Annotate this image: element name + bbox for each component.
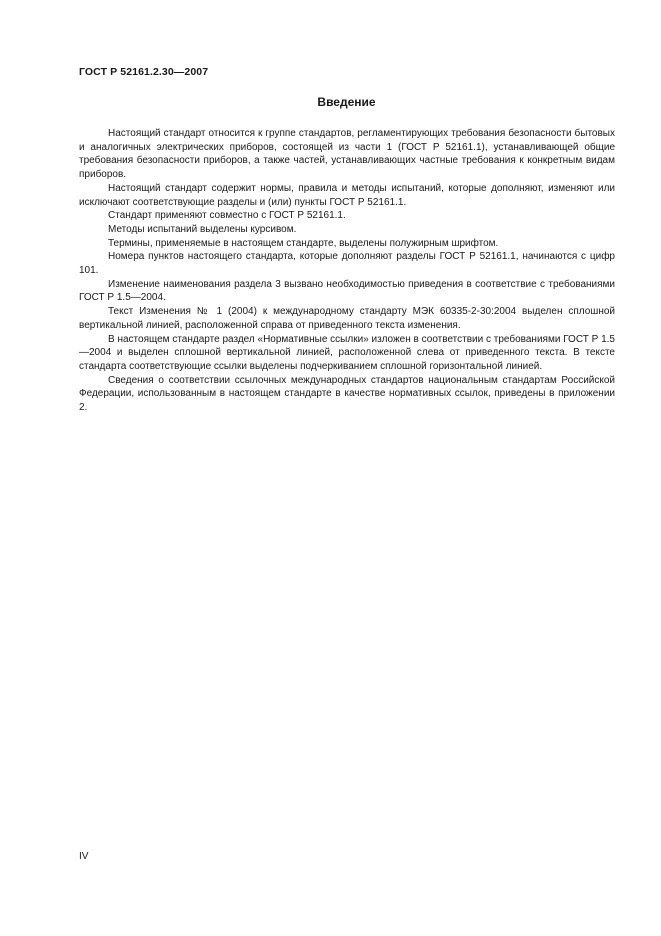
- paragraph: Стандарт применяют совместно с ГОСТ Р 52161.1.: [108, 210, 346, 222]
- paragraph: Сведения о соответствии ссылочных международных стандартов национальным стандартам Российской Федерации, использованным в настоящем стандарте в качестве нормативных ссылок, приведены в приложении 2.: [79, 374, 615, 414]
- introduction-body: [79, 127, 615, 415]
- page-number: IV: [79, 851, 89, 862]
- paragraph: Номера пунктов настоящего стандарта, которые дополняют разделы ГОСТ Р 52161.1, начинаются с цифр 101.: [79, 251, 615, 277]
- document-header: ГОСТ Р 52161.2.30—2007: [79, 66, 209, 78]
- paragraph: Настоящий стандарт содержит нормы, правила и методы испытаний, которые дополняют, изменяют или исключают соответствующие разделы и (или) пункты ГОСТ Р 52161.1.: [79, 182, 615, 208]
- paragraph: Текст Изменения № 1 (2004) к международному стандарту МЭК 60335-2-30:2004 выделен сплошной вертикальной линией, расположенной справа от приведенного текста изменения.: [79, 306, 615, 331]
- paragraph: Методы испытаний выделены курсивом.: [108, 223, 297, 235]
- paragraph: Настоящий стандарт относится к группе стандартов, регламентирующих требования безопасности бытовых и аналогичных электрических приборов, состоящей из части 1 (ГОСТ Р 52161.1), устанавливающей общие требования безопасности приборов, а также частей, устанавливающих частные требования к конкретным видам приборов.: [79, 128, 615, 181]
- paragraph: Термины, применяемые в настоящем стандарте, выделены полужирным шрифтом.: [108, 237, 499, 249]
- section-title: [0, 95, 661, 109]
- paragraph: В настоящем стандарте раздел «Нормативные ссылки» изложен в соответствии с требованиями ГОСТ Р 1.5—2004 и выделен сплошной вертикальной линией, расположенной слева от приведенного текста. В тексте стандарта соответствующие ссылки выделены подчеркиванием сплошной горизонтальной линией.: [79, 333, 615, 372]
- paragraph: Изменение наименования раздела 3 вызвано необходимостью приведения в соответствие с требованиями ГОСТ Р 1.5—2004.: [79, 278, 615, 304]
- section-title-text: Введение: [317, 95, 376, 109]
